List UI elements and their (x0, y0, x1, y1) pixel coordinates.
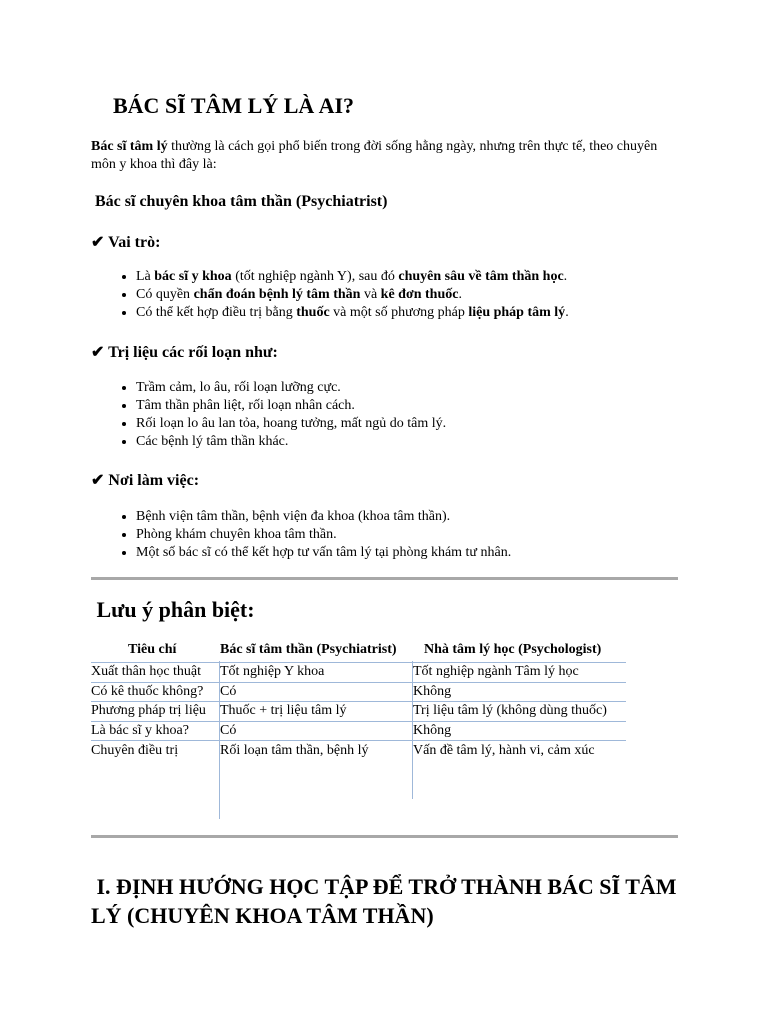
text: . (563, 269, 568, 284)
table-cell: Không (413, 684, 452, 699)
text: (tốt nghiệp ngành Y), sau đó (231, 269, 399, 284)
text: và một số phương pháp (329, 305, 469, 320)
table-cell: Phương pháp trị liệu (91, 703, 206, 718)
note-heading (91, 597, 255, 623)
bold-text: thuốc (296, 305, 330, 320)
table-header-psychiatrist: Bác sĩ tâm thần (Psychiatrist) (220, 642, 397, 657)
table-cell: Không (413, 723, 452, 738)
list-item: • Bệnh viện tâm thần, bệnh viện đa khoa (khoa tâm thần). (136, 508, 511, 526)
role-list (91, 268, 569, 322)
table-cell: Có kê thuốc không? (91, 684, 204, 699)
list-item: • Rối loạn lo âu lan tỏa, hoang tưởng, mất ngủ do tâm lý. (136, 415, 446, 433)
bold-text: liệu pháp tâm lý (468, 305, 566, 320)
text: . (458, 287, 462, 302)
list-item: • Một số bác sĩ có thể kết hợp tư vấn tâm lý tại phòng khám tư nhân. (136, 544, 511, 562)
intro-text: thường là cách gọi phổ biến trong đời sống hằng ngày, nhưng trên thực tế, theo chuyên môn y khoa thì đây là: (91, 139, 658, 172)
table-cell: Xuất thân học thuật (91, 664, 202, 679)
intro-bold-term: Bác sĩ tâm lý (91, 139, 168, 154)
horizontal-rule (91, 577, 678, 580)
text: Có thể kết hợp điều trị bằng (136, 305, 297, 320)
work-heading: ✔ Nơi làm việc: (91, 472, 200, 489)
table-row-divider (91, 740, 626, 741)
note-heading-text: Lưu ý phân biệt: (96, 597, 255, 622)
psychiatrist-heading-text: Bác sĩ chuyên khoa tâm thần (Psychiatrist) (95, 193, 388, 210)
list-item: • Tâm thần phân liệt, rối loạn nhân cách. (136, 397, 446, 415)
intro-paragraph (91, 138, 671, 174)
text: . (565, 305, 569, 320)
table-cell: Có (220, 723, 237, 738)
table-cell: Tốt nghiệp Y khoa (220, 664, 325, 679)
list-item (136, 286, 569, 304)
table-cell: Tốt nghiệp ngành Tâm lý học (413, 664, 579, 679)
text: Có quyền (136, 287, 194, 302)
table-cell: Chuyên điều trị (91, 743, 179, 758)
bold-text: chẩn đoán bệnh lý tâm thần (193, 287, 361, 302)
list-item (136, 304, 569, 322)
section-heading (91, 872, 691, 930)
treat-list (91, 379, 446, 451)
table-cell: Có (220, 684, 237, 699)
list-item (136, 268, 569, 286)
list-item: • Các bệnh lý tâm thần khác. (136, 433, 446, 451)
bold-text: kê đơn thuốc (380, 287, 459, 302)
work-list (91, 508, 511, 562)
table-cell: Vấn đề tâm lý, hành vi, cảm xúc (413, 743, 595, 758)
table-header-psychologist: Nhà tâm lý học (Psychologist) (424, 642, 602, 657)
role-heading: ✔ Vai trò: (91, 234, 161, 251)
treat-heading: ✔ Trị liệu các rối loạn như: (91, 344, 278, 361)
section-heading-text: I. ĐỊNH HƯỚNG HỌC TẬP ĐỂ TRỞ THÀNH BÁC SĨ TÂM LÝ (CHUYÊN KHOA TÂM THẦN) (91, 874, 677, 928)
bold-text: bác sĩ y khoa (154, 269, 232, 284)
bold-text: chuyên sâu về tâm thần học (398, 269, 564, 284)
table-cell: Là bác sĩ y khoa? (91, 723, 189, 738)
table-cell: Thuốc + trị liệu tâm lý (220, 703, 347, 718)
page-title: BÁC SĨ TÂM LÝ LÀ AI? (113, 93, 355, 118)
comparison-table (91, 641, 691, 821)
text: Là (136, 269, 155, 284)
horizontal-rule (91, 835, 678, 838)
table-header-criteria: Tiêu chí (128, 642, 177, 657)
table-cell: Rối loạn tâm thần, bệnh lý (220, 743, 369, 758)
table-cell: Trị liệu tâm lý (không dùng thuốc) (413, 703, 607, 718)
list-item: • Trầm cảm, lo âu, rối loạn lưỡng cực. (136, 379, 446, 397)
psychiatrist-heading (91, 193, 387, 211)
list-item: • Phòng khám chuyên khoa tâm thần. (136, 526, 511, 544)
text: và (360, 287, 381, 302)
